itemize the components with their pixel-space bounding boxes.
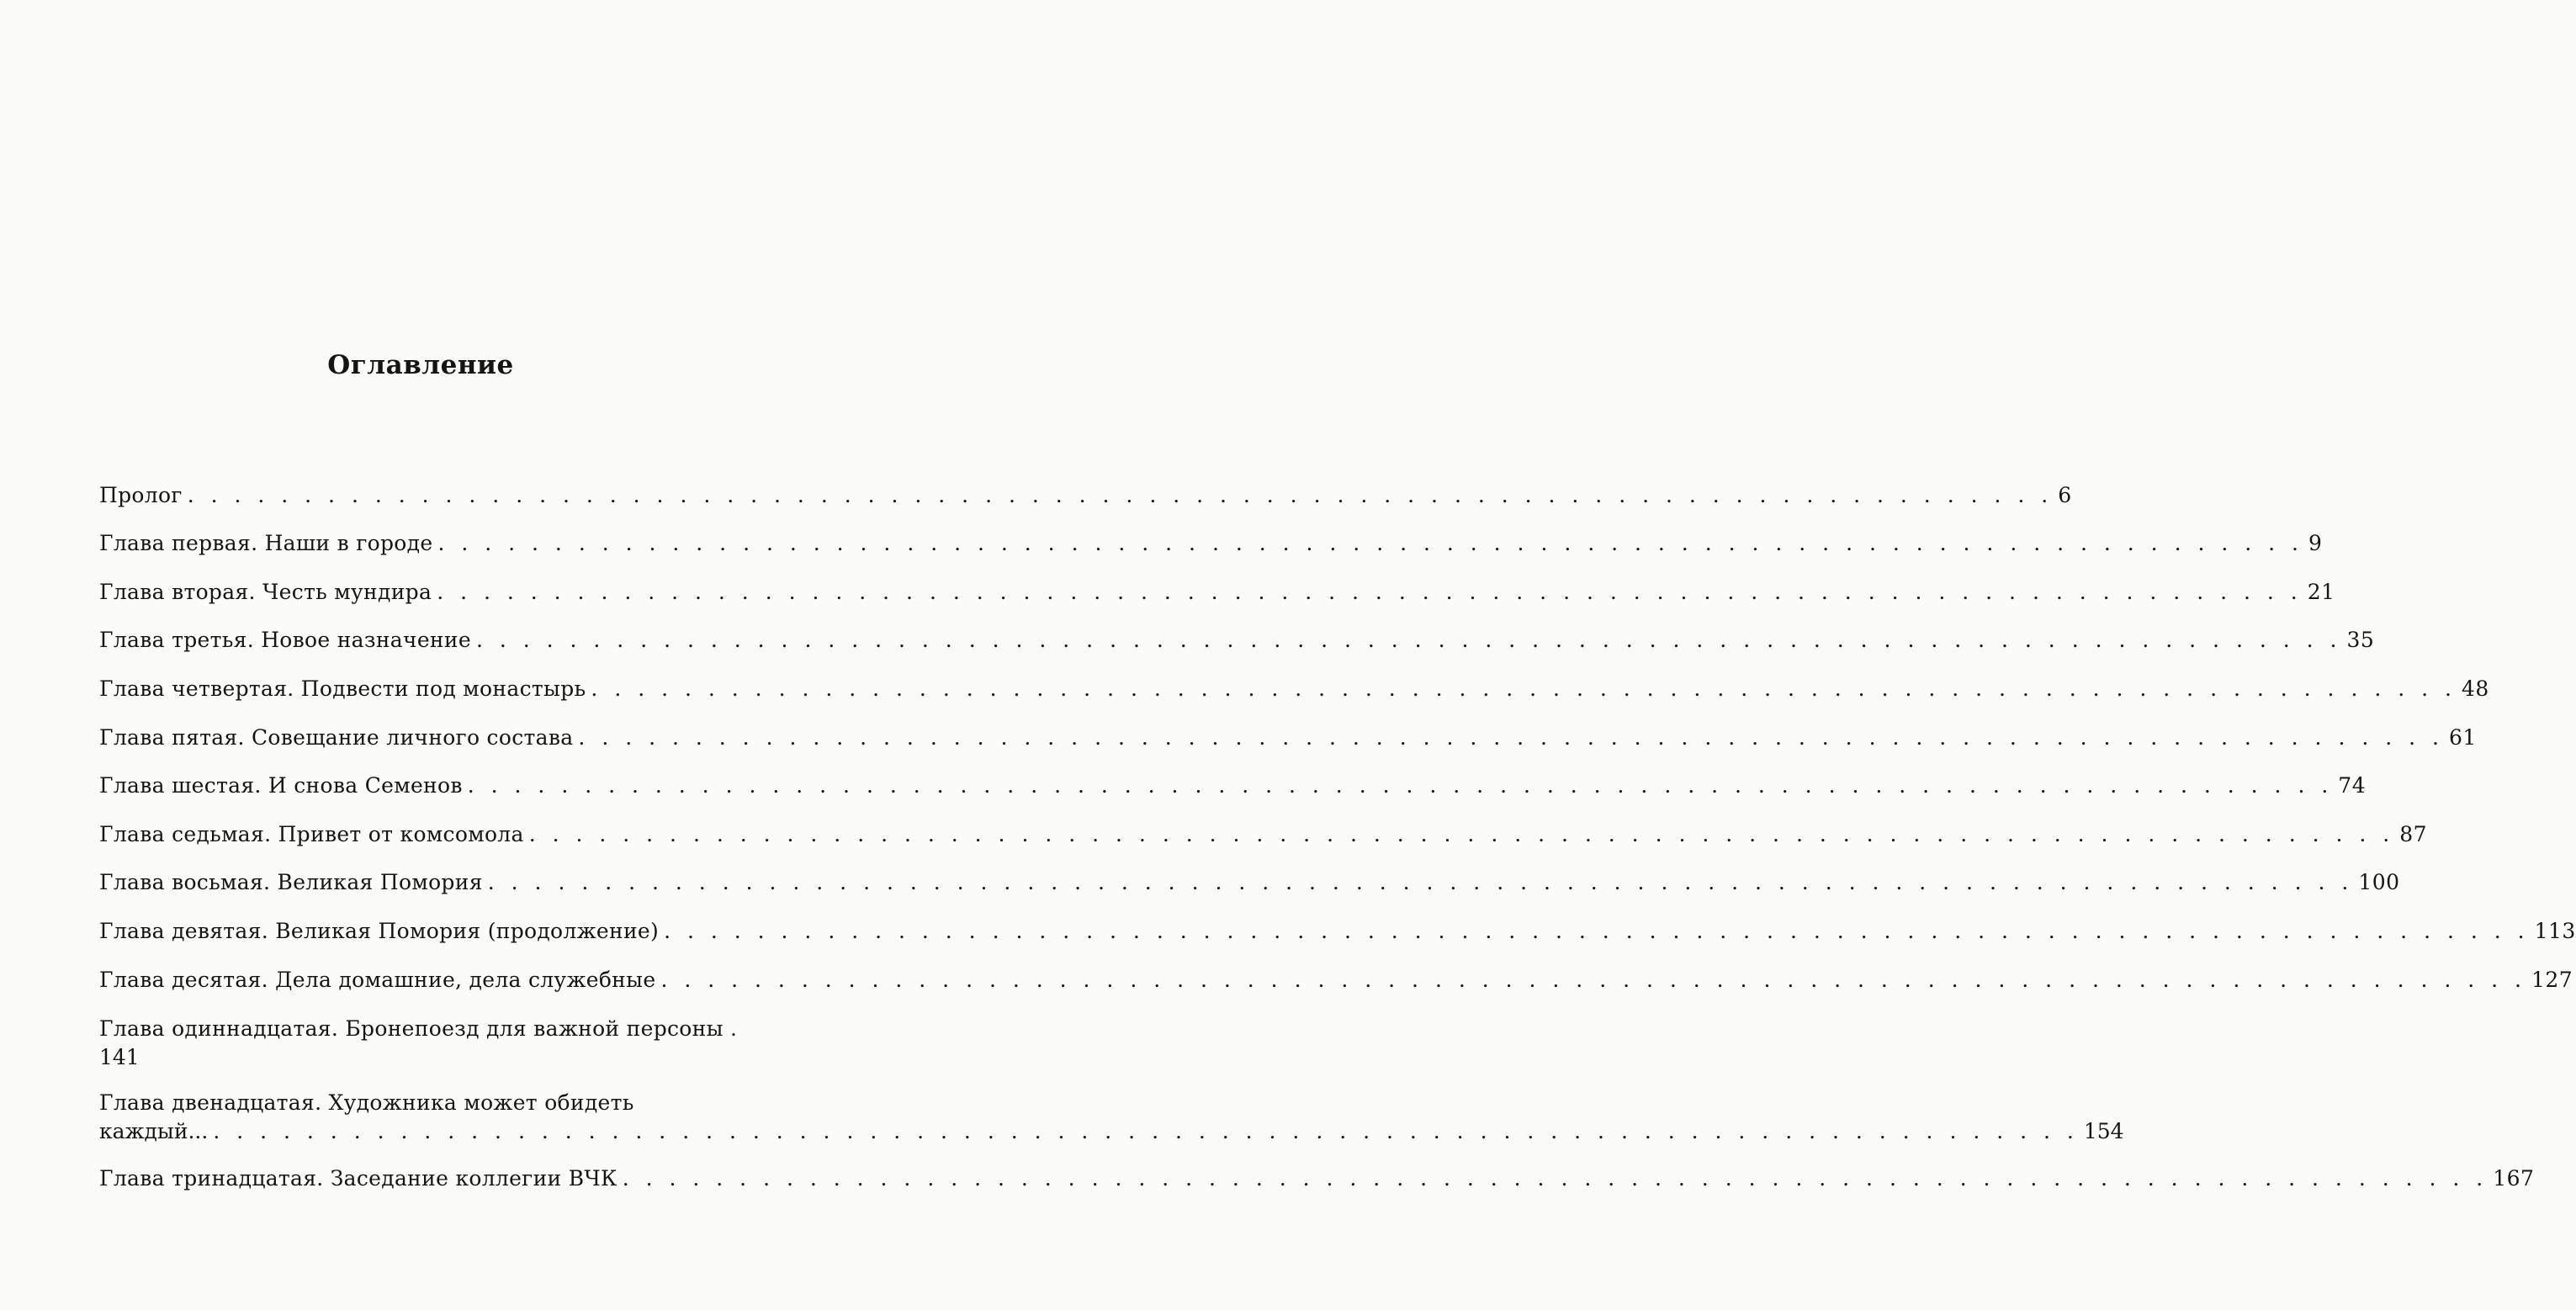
dot-leader: . . . . . . . . . . . . . . . . . . . . . . . . . . . . . . . . . . . . . . . . . . . . . . . . . . . . . . . . . . . . . . . . . . . . . . . . . . . . . . . . (467, 773, 2334, 798)
toc-entry-label: Глава тринадцатая. Заседание коллегии ВЧК (99, 1166, 617, 1191)
toc-entry-page: 21 (2307, 580, 2335, 604)
toc-entry (99, 917, 2576, 946)
toc-entry-page: 100 (2358, 870, 2400, 894)
dot-leader: . . . . . . . . . . . . . . . . . . . . . . . . . . . . . . . . . . . . . . . . . . . . . . . . . . . . . . . . . . . . . . . . . . . . . . . . . . . . . . . . (622, 1166, 2489, 1191)
toc-entry-page: 113 (2534, 919, 2576, 943)
toc-entry-label: Глава третья. Новое назначение (99, 628, 471, 652)
toc-entry (99, 1015, 766, 1072)
toc-entry (99, 772, 2367, 800)
dot-leader: . . . . . . . . . . . . . . . . . . . . . . . . . . . . . . . . . . . . . . . . . . . . . . . . . . . . . . . . . . . . . . . . . . . . . . . . . . . . . . . . (578, 725, 2444, 750)
toc-entry-label: Пролог (99, 483, 183, 507)
toc-entry (99, 966, 2573, 994)
toc-entry-page: 6 (2058, 483, 2072, 507)
toc-entry-page: 127 (2531, 968, 2573, 992)
toc-entry-label: Глава восьмая. Великая Помория (99, 870, 483, 894)
toc-entry (99, 626, 2375, 655)
toc-entry (99, 529, 2323, 558)
toc-entry (99, 724, 2477, 752)
toc-entry-label: Глава вторая. Честь мундира (99, 580, 432, 604)
toc-entry-page: 87 (2399, 822, 2428, 846)
toc-entry-label-continued: каждый... (99, 1119, 209, 1143)
toc-entry-label: Глава четвертая. Подвести под монастырь (99, 676, 586, 701)
dot-leader: . . . . . . . . . . . . . . . . . . . . . . . . . . . . . . . . . . . . . . . . . . . . . . . . . . . . . . . . . . . . . . . . . . . . . . . . . . . . . . . . (213, 1119, 2079, 1143)
toc-entry-label: Глава одиннадцатая. Бронепоезд для важной персоны . (99, 1016, 738, 1041)
dot-leader: . . . . . . . . . . . . . . . . . . . . . . . . . . . . . . . . . . . . . . . . . . . . . . . . . . . . . . . . . . . . . . . . . . . . . . . . . . . . . . . . (660, 968, 2526, 992)
toc-entry-label: Глава десятая. Дела домашние, дела служебные (99, 968, 656, 992)
dot-leader: . . . . . . . . . . . . . . . . . . . . . . . . . . . . . . . . . . . . . . . . . . . . . . . . . . . . . . . . . . . . . . . . . . . . . . . . . . . . . . . . (475, 628, 2342, 652)
toc-entry-line2 (99, 1117, 2124, 1146)
toc-entry (99, 1164, 2535, 1193)
toc-entry-page: 167 (2493, 1166, 2535, 1191)
toc-entry (99, 868, 2400, 897)
toc-entry-page: 35 (2346, 628, 2375, 652)
toc-entry-label: Глава двенадцатая. Художника может обидеть (99, 1090, 634, 1115)
dot-leader: . . . . . . . . . . . . . . . . . . . . . . . . . . . . . . . . . . . . . . . . . . . . . . . . . . . . . . . . . . . . . . . . . . . . . . . . . . . . . . . . (487, 870, 2354, 894)
toc-entry (99, 481, 2072, 510)
dot-leader: . . . . . . . . . . . . . . . . . . . . . . . . . . . . . . . . . . . . . . . . . . . . . . . . . . . . . . . . . . . . . . . . . . . . . . . . . . . . . . . . (664, 919, 2530, 943)
toc-entry-page: 61 (2448, 725, 2477, 750)
toc-entry-page: 48 (2461, 676, 2489, 701)
dot-leader: . . . . . . . . . . . . . . . . . . . . . . . . . . . . . . . . . . . . . . . . . . . . . . . . . . . . . . . . . . . . . . . . . . . . . . . . . . . . . . . . (437, 531, 2303, 555)
toc-entry-label: Глава седьмая. Привет от комсомола (99, 822, 524, 846)
toc-entry (99, 820, 2428, 849)
toc-entry (99, 675, 2489, 703)
toc-entry-page: 141 (99, 1045, 140, 1069)
dot-leader: . . . . . . . . . . . . . . . . . . . . . . . . . . . . . . . . . . . . . . . . . . . . . . . . . . . . . . . . . . . . . . . . . . . . . . . . . . . . . . . . (437, 580, 2303, 604)
toc-entry (99, 578, 2335, 607)
page-title: Оглавление (327, 350, 514, 380)
toc-entry-label: Глава девятая. Великая Помория (продолжение) (99, 919, 660, 943)
toc-entry-label: Глава первая. Наши в городе (99, 531, 433, 555)
dot-leader: . . . . . . . . . . . . . . . . . . . . . . . . . . . . . . . . . . . . . . . . . . . . . . . . . . . . . . . . . . . . . . . . . . . . . . . . . . . . . . . . (591, 676, 2457, 701)
toc-entry-label: Глава шестая. И снова Семенов (99, 773, 463, 798)
toc-entry-page: 74 (2338, 773, 2367, 798)
toc-entry-label: Глава пятая. Совещание личного состава (99, 725, 574, 750)
toc-entry (99, 1089, 2124, 1146)
toc-entry-page: 9 (2308, 531, 2323, 555)
dot-leader: . . . . . . . . . . . . . . . . . . . . . . . . . . . . . . . . . . . . . . . . . . . . . . . . . . . . . . . . . . . . . . . . . . . . . . . . . . . . . . . . (187, 483, 2054, 507)
dot-leader: . . . . . . . . . . . . . . . . . . . . . . . . . . . . . . . . . . . . . . . . . . . . . . . . . . . . . . . . . . . . . . . . . . . . . . . . . . . . . . . . (528, 822, 2395, 846)
toc-entry-page: 154 (2083, 1119, 2124, 1143)
